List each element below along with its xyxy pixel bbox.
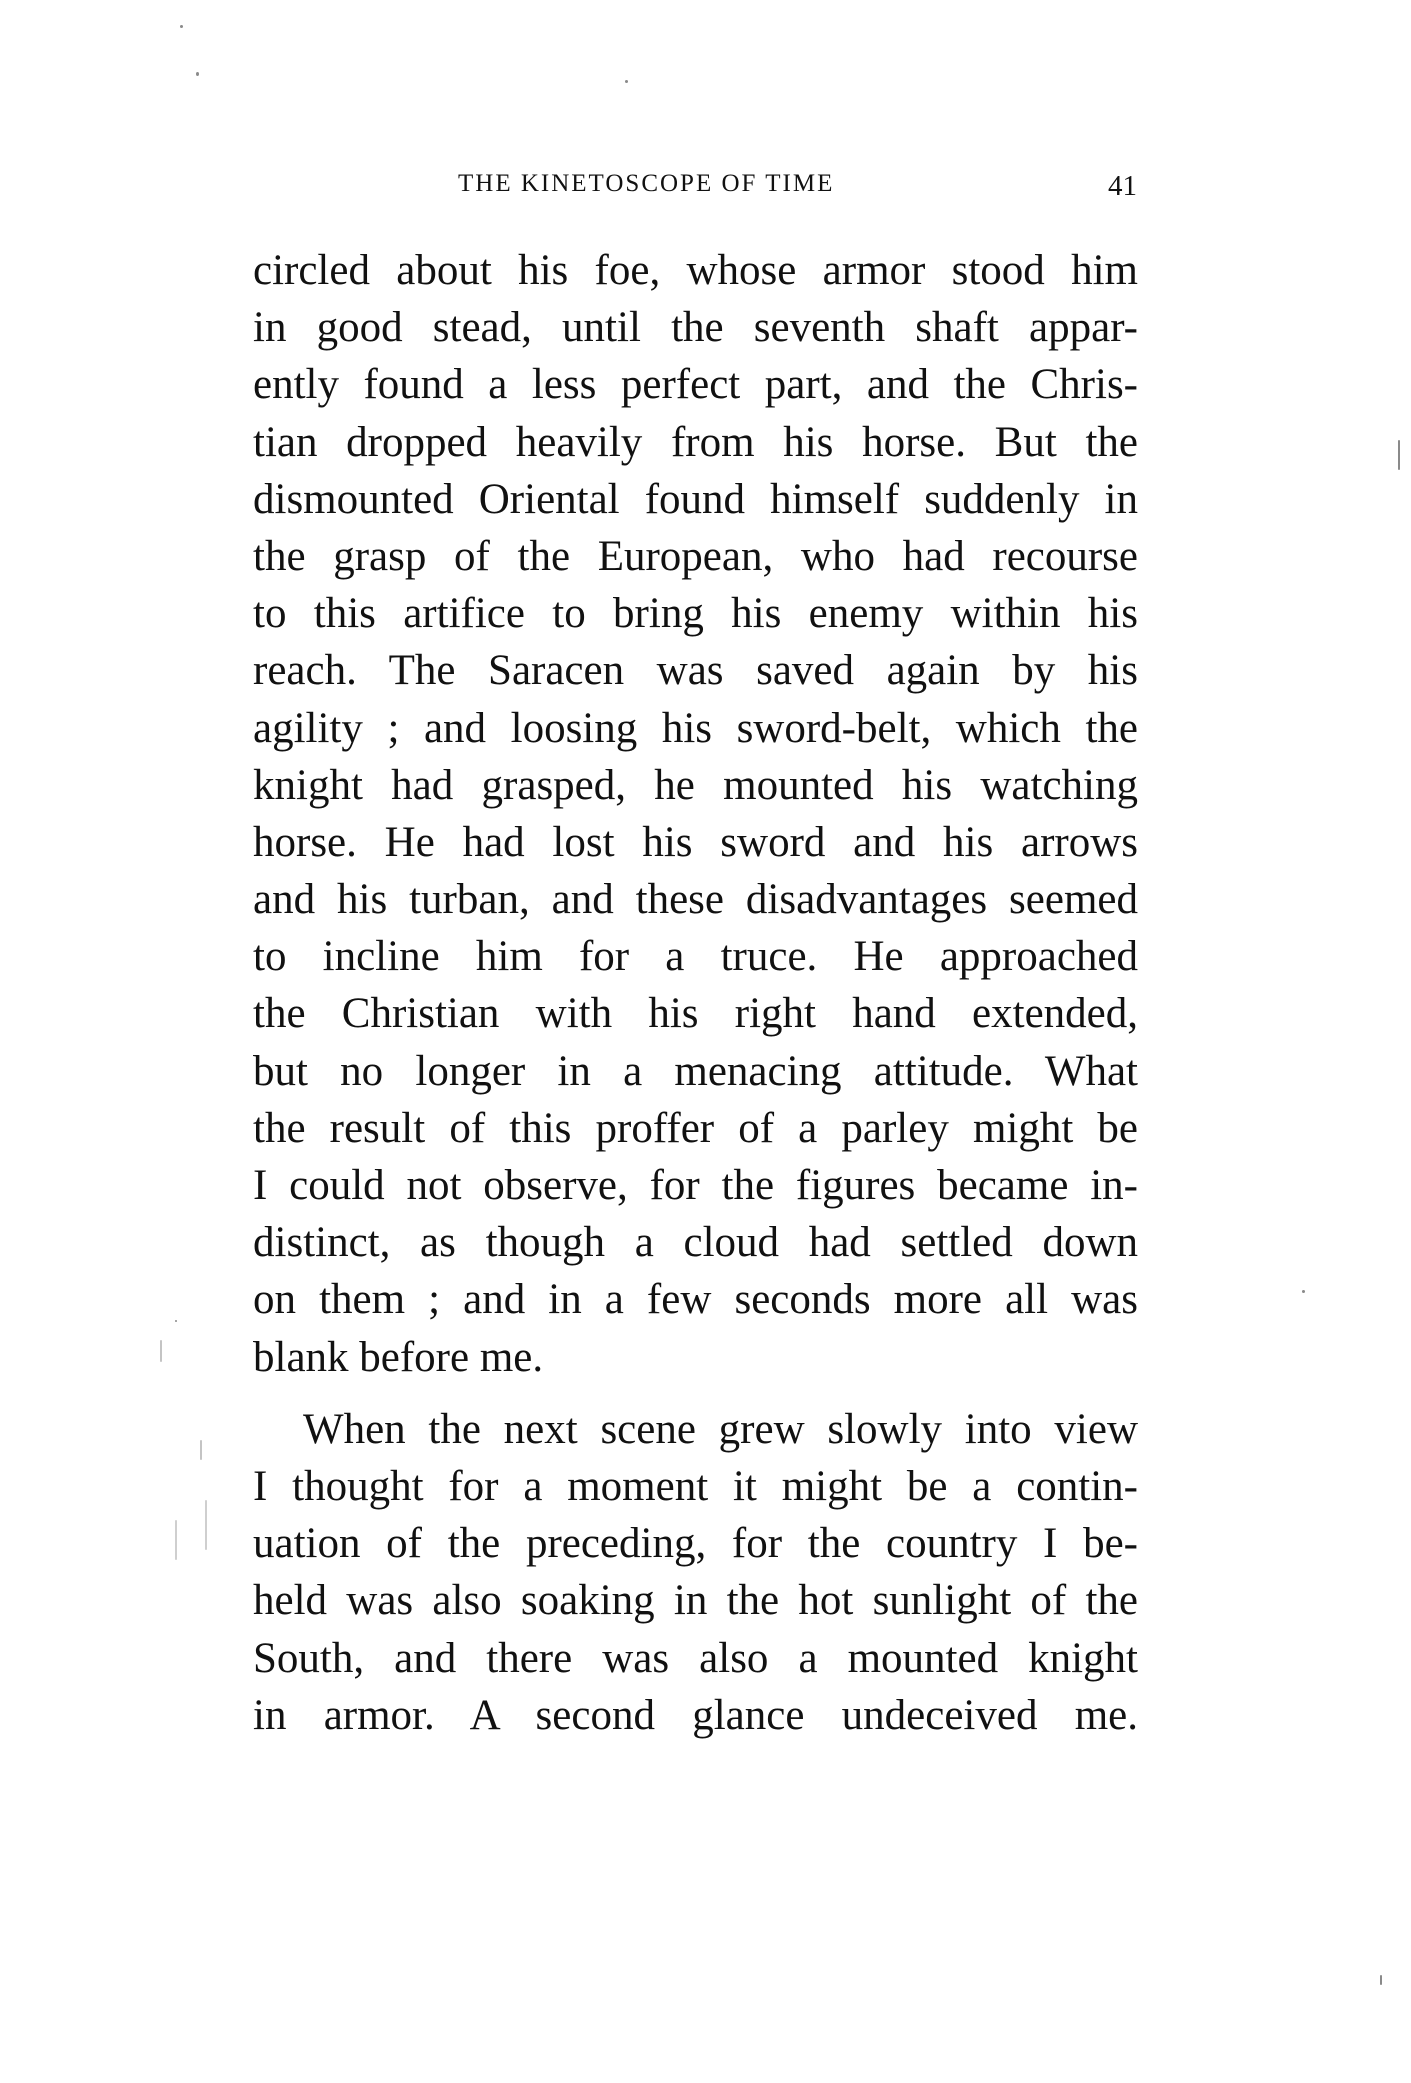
text-line: dismounted Oriental found himself suddenly in <box>253 475 1138 523</box>
text-line: but no longer in a menacing attitude. What <box>253 1047 1138 1095</box>
paragraph <box>253 242 1138 1386</box>
text-line: in armor. A second glance undeceived me. <box>253 1691 1138 1739</box>
text-line: in good stead, until the seventh shaft appar- <box>253 304 1138 352</box>
scan-speck <box>175 1320 177 1322</box>
running-title: THE KINETOSCOPE OF TIME <box>458 170 835 197</box>
body-text <box>253 242 1138 1744</box>
running-head <box>252 170 1137 210</box>
scan-speck <box>1398 440 1400 470</box>
text-line: When the next scene grew slowly into view <box>303 1405 1138 1453</box>
text-line: uation of the preceding, for the country I be- <box>253 1520 1138 1568</box>
text-line: circled about his foe, whose armor stood him <box>253 247 1138 294</box>
text-line: tian dropped heavily from his horse. But the <box>253 418 1138 466</box>
scan-speck <box>175 1520 177 1560</box>
text-line: I thought for a moment it might be a contin- <box>253 1462 1138 1510</box>
text-line: distinct, as though a cloud had settled down <box>253 1219 1138 1267</box>
scan-speck <box>625 80 628 83</box>
text-line: agility ; and loosing his sword-belt, which the <box>253 704 1138 752</box>
text-line: I could not observe, for the figures became in- <box>253 1162 1138 1209</box>
text-line: knight had grasped, he mounted his watching <box>253 761 1138 809</box>
text-line: ently found a less perfect part, and the Chris- <box>253 361 1138 409</box>
scan-speck <box>205 1500 207 1550</box>
text-line: blank before me. <box>253 1333 544 1381</box>
scan-speck <box>1380 1975 1382 1985</box>
text-line: to incline him for a truce. He approached <box>253 933 1138 981</box>
text-line: to this artifice to bring his enemy within his <box>253 590 1138 638</box>
scan-speck <box>196 72 199 76</box>
text-line: reach. The Saracen was saved again by his <box>253 647 1138 695</box>
scan-speck <box>1302 1290 1305 1293</box>
text-line: and his turban, and these disadvantages seemed <box>253 876 1138 924</box>
text-line: the Christian with his right hand extended, <box>253 990 1138 1038</box>
text-line: held was also soaking in the hot sunlight of the <box>253 1577 1138 1625</box>
paragraph <box>253 1401 1138 1744</box>
paragraph-gap <box>253 1386 1138 1401</box>
scan-speck <box>160 1340 162 1362</box>
scan-speck <box>180 25 183 28</box>
text-line: the result of this proffer of a parley might be <box>253 1104 1138 1152</box>
scan-speck <box>200 1440 202 1460</box>
text-line: South, and there was also a mounted knight <box>253 1634 1138 1682</box>
text-line: on them ; and in a few seconds more all was <box>253 1276 1138 1324</box>
text-line: horse. He had lost his sword and his arrows <box>253 818 1138 866</box>
page-number: 41 <box>1108 170 1137 202</box>
text-line: the grasp of the European, who had recourse <box>253 532 1138 580</box>
